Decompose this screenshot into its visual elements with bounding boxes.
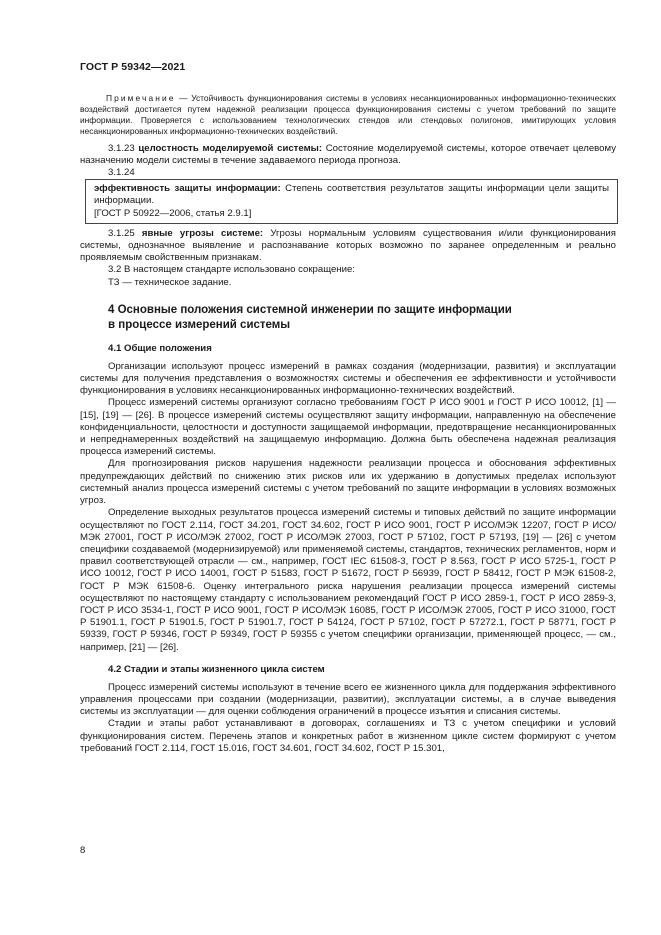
note-label: Примечание xyxy=(106,93,176,103)
term-name: явные угрозы системе: xyxy=(141,227,264,239)
section-4-1-heading: 4.1 Общие положения xyxy=(108,342,212,354)
term-3-1-24-number: 3.1.24 xyxy=(108,167,135,179)
term-number: 3.1.23 xyxy=(108,142,139,154)
section-4-1-paragraph-2: Процесс измерений системы организуют согласно требованиям ГОСТ Р ИСО 9001 и ГОСТ Р ИСО 10012, [1] — [15], [19] — [26]. В процессе измерений системы осуществляют защиту информации, направленную на обеспечение конфиденциальности, целостности и доступности защищаемой информации, предотвращение несанкционированных и непреднамеренных воздействий на защищаемую информацию. Должна быть обеспечена надежная реализация процесса измерений системы. xyxy=(80,397,616,458)
term-name: целостность моделируемой системы: xyxy=(138,142,323,154)
section-4-2-paragraph-2: Стадии и этапы работ устанавливают в договорах, соглашениях и ТЗ с учетом специфики и условий функционирования систем. Перечень этапов и конкретных работ в жизненном цикле систем формируют с учетом требований ГОСТ 2.114, ГОСТ 15.016, ГОСТ 34.601, ГОСТ 34.602, ГОСТ Р 15.301, xyxy=(80,718,616,754)
section-4-title-line1: 4 Основные положения системной инженерии по защите информации xyxy=(108,303,512,316)
term-name: эффективность защиты информации: xyxy=(94,183,281,195)
term-3-1-24-box xyxy=(85,179,618,224)
term-definition: Состояние моделируемой системы, которое отвечает целевому назначению модели системы в течение задаваемого периода прогноза. xyxy=(80,142,616,166)
section-4-2-heading: 4.2 Стадии и этапы жизненного цикла систем xyxy=(108,663,325,675)
term-3-1-24 xyxy=(94,183,609,207)
term-3-1-25 xyxy=(80,228,616,265)
note-text: — Устойчивость функционирования системы в условиях несанкционированных информационно-технических воздействий достигается путем надежной реализации процесса функционирования системы с учетом требований по защите информации. Проверяется с использованием технологических стендов или стендовых полигонов, имитирующих условия несанкционированных информационно-технических воздействий. xyxy=(80,93,616,136)
standard-header: ГОСТ Р 59342—2021 xyxy=(80,61,186,73)
section-4-1-paragraph-4: Определение выходных результатов процесса измерений системы и типовых действий по защите информации осуществляют по ГОСТ 2.114, ГОСТ 34.201, ГОСТ 34.602, ГОСТ Р ИСО 9001, ГОСТ Р ИСО/МЭК 12207, ГОСТ Р ИСО/МЭК 27001, ГОСТ Р ИСО/МЭК 27002, ГОСТ Р ИСО/МЭК 27003, ГОСТ Р 57102, ГОСТ Р 57193, [19] — [26] с учетом специфики создаваемой (модернизируемой) или применяемой системы, стандартов, технических регламентов, норм и правил соответствующей отрасли — см., например, ГОСТ IEC 61508-3, ГОСТ Р 8.563, ГОСТ Р ИСО 5725-1, ГОСТ Р ИСО 10012, ГОСТ Р ИСО 14001, ГОСТ Р 51583, ГОСТ Р 51672, ГОСТ Р 56939, ГОСТ Р 58412, ГОСТ Р МЭК 61508-2, ГОСТ Р МЭК 61508-6. Оценку интегрального риска нарушения реализации процесса измерений системы осуществляют по настоящему стандарту с использованием рекомендаций ГОСТ Р ИСО 2859-1, ГОСТ Р ИСО 2859-3, ГОСТ Р ИСО 3534-1, ГОСТ Р ИСО 9001, ГОСТ Р ИСО/МЭК 16085, ГОСТ Р ИСО/МЭК 27005, ГОСТ Р ИСО 31000, ГОСТ Р 51901.1, ГОСТ Р 51901.5, ГОСТ Р 51901.7, ГОСТ Р 54124, ГОСТ Р 57102, ГОСТ Р 57272.1, ГОСТ Р 58771, ГОСТ Р 59339, ГОСТ Р 59346, ГОСТ Р 59349, ГОСТ Р 59355 с учетом специфики организации, применяющей процесс, — см., например, [21] — [26]. xyxy=(80,507,616,653)
page-number: 8 xyxy=(80,845,86,856)
page-content xyxy=(80,93,616,755)
term-3-1-24-reference: [ГОСТ Р 50922—2006, статья 2.9.1] xyxy=(94,207,252,219)
clause-3-2: 3.2 В настоящем стандарте использовано сокращение: xyxy=(108,264,355,276)
term-definition: Угрозы нормальным условиям существования и/или функционирования системы, однозначное выявление и распознавание которых возможно по заранее определенным и реально проявляемым свойственным признакам. xyxy=(80,227,616,264)
section-4-heading xyxy=(80,303,616,333)
section-4-1-paragraph-3: Для прогнозирования рисков нарушения надежности реализации процесса и обоснования эффективных предупреждающих действий по снижению этих рисков или их удержанию в допустимых пределах используют системный анализ процесса измерений системы с учетом требований по защите информации в условиях возможных угроз. xyxy=(80,458,616,507)
abbreviation-tz: ТЗ — техническое задание. xyxy=(108,276,232,288)
section-4-2-paragraph-1: Процесс измерений системы используют в течение всего ее жизненного цикла для поддержания эффективного управления процессами при создании (модернизации, развитии), эксплуатации системы, а в случае выведения системы из эксплуатации — для оценки соблюдения ограничений в процессе изъятия и списания системы. xyxy=(80,681,616,718)
term-3-1-23 xyxy=(80,143,616,167)
term-definition: Степень соответствия результатов защиты информации цели защиты информации. xyxy=(94,183,609,207)
note-paragraph xyxy=(80,93,616,137)
term-number: 3.1.25 xyxy=(108,227,142,239)
section-4-1-paragraph-1: Организации используют процесс измерений в рамках создания (модернизации, развития) и эксплуатации системы для получения представления о возможностях системы и обеспечения ее эффективности и устойчивости функционирования в условиях несанкционированных информационно-технических воздействий. xyxy=(80,360,616,397)
section-4-title-line2: в процессе измерений системы xyxy=(108,318,291,331)
